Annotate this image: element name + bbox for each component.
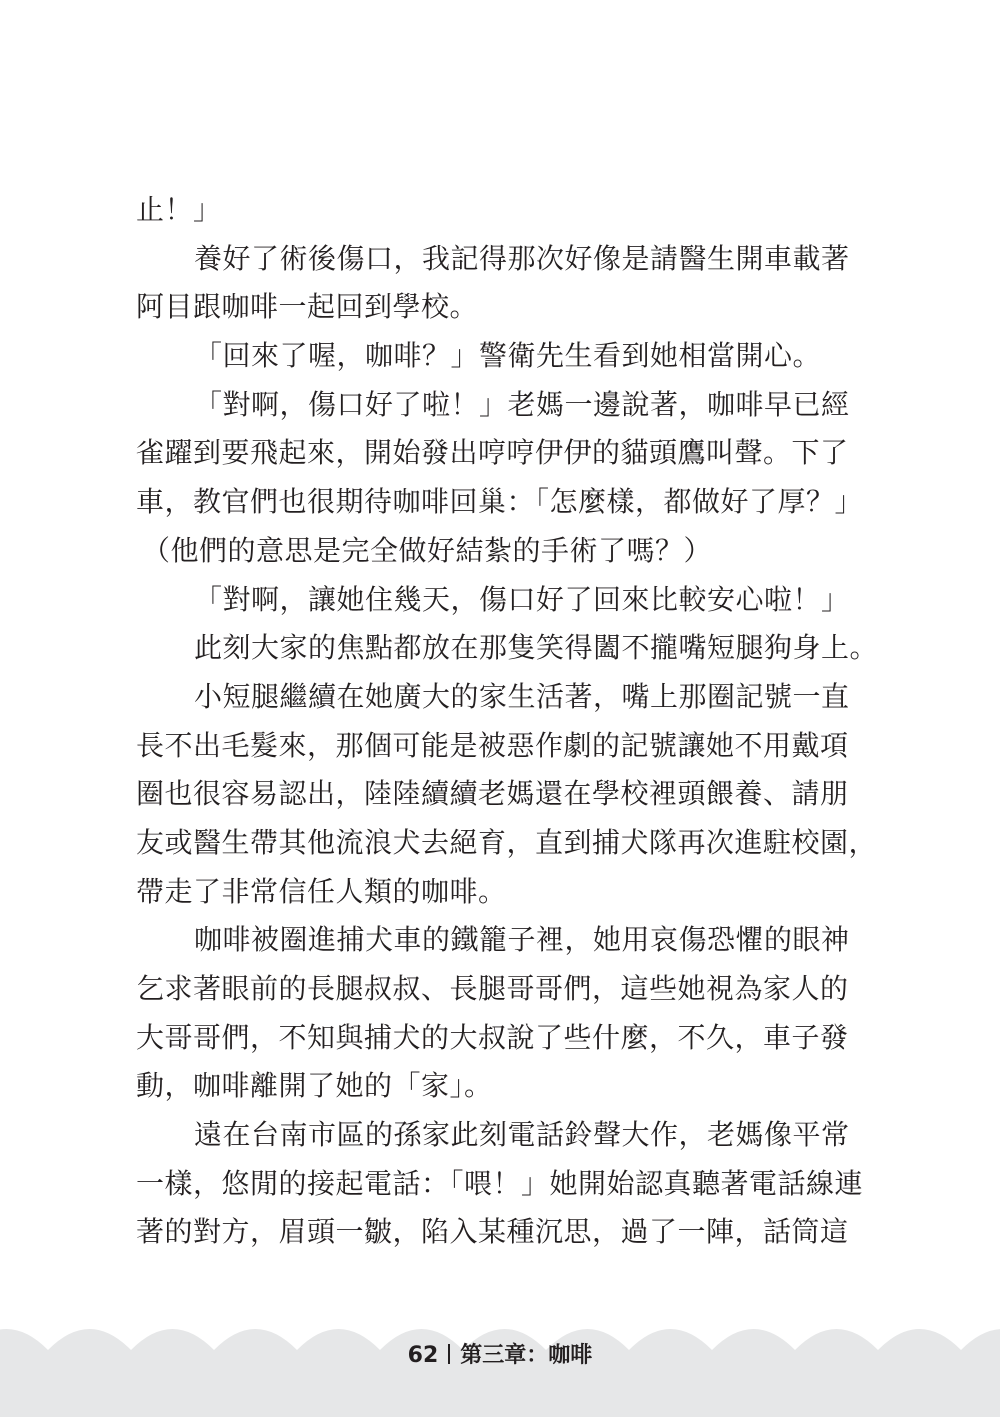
footer-divider — [448, 1344, 450, 1364]
text-line: 一樣，悠閒的接起電話：「喂！」她開始認真聽著電話線連 — [136, 1166, 864, 1200]
text-line: 車，教官們也很期待咖啡回巢：「怎麼樣，都做好了厚？」 — [136, 485, 864, 519]
chapter-title: 第三章：咖啡 — [460, 1343, 593, 1368]
text-line: 咖啡被圈進捕犬車的鐵籠子裡，她用哀傷恐懼的眼神 — [194, 923, 850, 957]
text-line: 乞求著眼前的長腿叔叔、長腿哥哥們，這些她視為家人的 — [136, 972, 849, 1005]
text-line: 止！」 — [136, 193, 222, 226]
text-line: 遠在台南市區的孫家此刻電話鈴聲大作，老媽像平常 — [194, 1118, 850, 1152]
text-line: 阿目跟咖啡一起回到學校。 — [136, 290, 479, 324]
text-line: 著的對方，眉頭一皺，陷入某種沉思，過了一陣，話筒這 — [136, 1215, 849, 1249]
page-number: 62 — [407, 1343, 439, 1368]
text-line: 「回來了喔，咖啡？」警衛先生看到她相當開心。 — [194, 339, 822, 373]
text-line: 養好了術後傷口，我記得那次好像是請醫生開車載著 — [194, 241, 850, 275]
body-text — [136, 186, 879, 1257]
page-footer — [0, 1338, 1000, 1374]
text-line: 大哥哥們，不知與捕犬的大叔說了些什麼，不久，車子發 — [136, 1020, 849, 1054]
text-line: 長不出毛髮來，那個可能是被惡作劇的記號讓她不用戴項 — [136, 728, 849, 762]
text-line: 「對啊，傷口好了啦！」老媽一邊說著，咖啡早已經 — [194, 387, 850, 421]
text-line: 「對啊，讓她住幾天，傷口好了回來比較安心啦！」 — [194, 582, 850, 616]
text-line: 此刻大家的焦點都放在那隻笑得闔不攏嘴短腿狗身上。 — [194, 631, 879, 665]
text-line: 帶走了非常信任人類的咖啡。 — [136, 874, 507, 908]
text-line: 友或醫生帶其他流浪犬去絕育，直到捕犬隊再次進駐校園， — [136, 825, 878, 859]
text-line: （他們的意思是完全做好結紮的手術了嗎？） — [142, 533, 713, 567]
text-line: 圈也很容易認出，陸陸續續老媽還在學校裡頭餵養、請朋 — [136, 777, 849, 811]
text-line: 雀躍到要飛起來，開始發出哼哼伊伊的貓頭鷹叫聲。下了 — [136, 436, 849, 470]
text-line: 動，咖啡離開了她的「家」。 — [136, 1069, 493, 1103]
text-line: 小短腿繼續在她廣大的家生活著，嘴上那圈記號一直 — [194, 679, 850, 713]
